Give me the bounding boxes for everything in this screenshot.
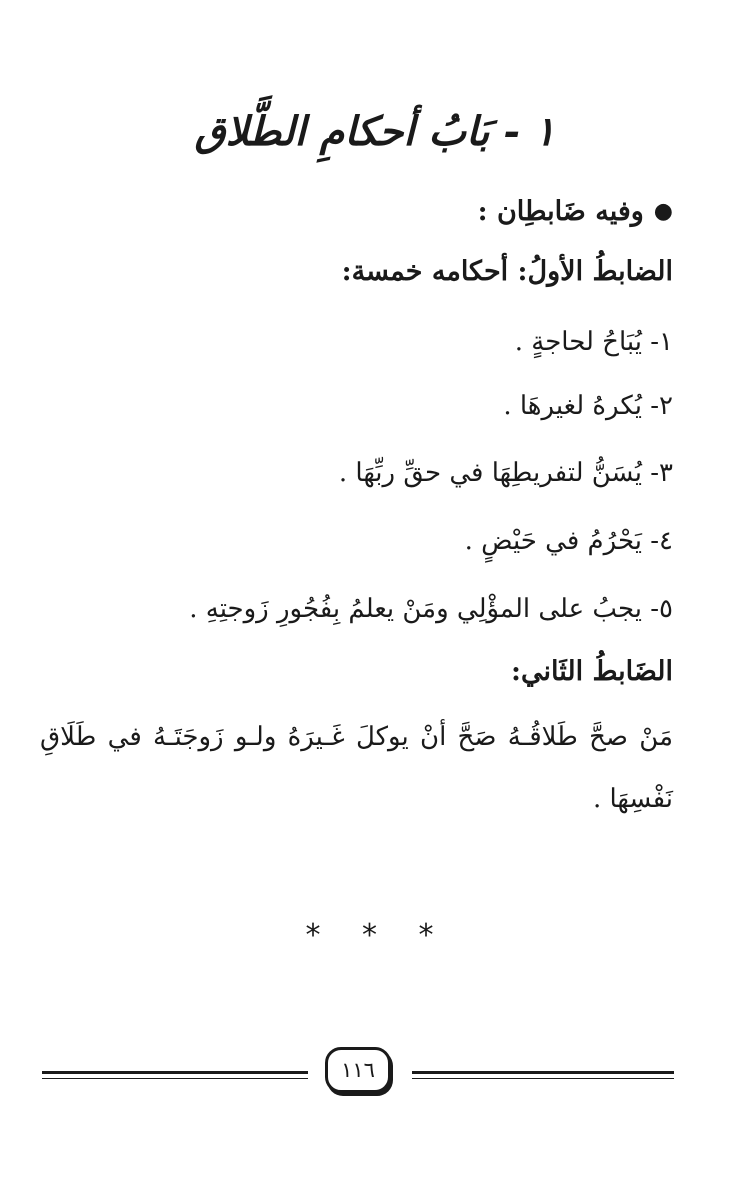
page-number: ١١٦ [341,1058,375,1082]
rule-item: ٥- يجبُ على المؤْلِي ومَنْ يعلمُ بِفُجُورِ زَوجتِهِ . [189,594,673,624]
page-number-box [325,1047,391,1093]
footer-rule-left [42,1071,308,1074]
chapter-title [150,108,600,155]
first-rule-heading: الضابطُ الأولُ: أحكامه خمسة: [341,256,673,287]
chapter-dash: - [503,108,520,155]
rule-item: ٣- يُسَنُّ لتفريطِهَا في حقِّ ربِّهَا . [338,458,673,488]
intro-text: وفيه ضَابطِان : [477,196,644,227]
chapter-number: ١ [533,108,556,155]
rule-item: ٤- يَحْرُمُ في حَيْضٍ . [464,526,673,556]
rule-item: ١- يُبَاحُ لحاجةٍ . [514,327,673,357]
bullet-icon: ● [653,198,673,224]
rule-item: ٢- يُكرهُ لغيرهَا . [503,391,673,421]
second-rule-paragraph-line: نَفْسِهَا . [592,784,673,814]
footer-rule-right [412,1071,674,1074]
chapter-name: بَابُ أحكامِ الطَّلاق [194,108,490,155]
second-rule-heading: الضَابطُ الثَاني: [511,656,673,687]
second-rule-paragraph-line: مَنْ صحَّ طَلاقُـهُ صَحَّ أنْ يوكلَ غَـيرَهُ ولـو زَوجَتَـهُ في طَلَاقِ [40,722,673,752]
section-separator: * * * [305,918,450,953]
intro-line [478,196,673,227]
